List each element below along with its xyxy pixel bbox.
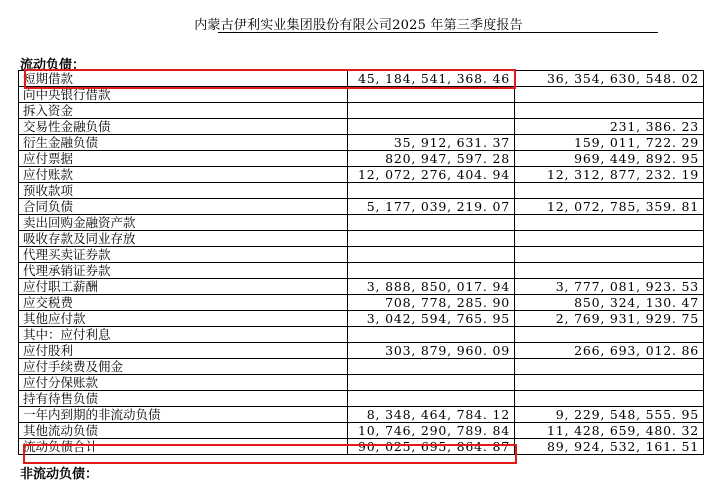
table-row: [19, 295, 704, 311]
current-period-value: [348, 359, 515, 375]
prior-period-value: 969, 449, 892. 95: [515, 151, 704, 167]
table-row: [19, 343, 704, 359]
row-label: 应付分保账款: [19, 375, 348, 391]
row-label: 其他流动负债: [19, 423, 348, 439]
current-period-value: 90, 025, 695, 864. 87: [348, 439, 515, 455]
table-row: [19, 439, 704, 455]
current-period-value: [348, 183, 515, 199]
prior-period-value: 2, 769, 931, 929. 75: [515, 311, 704, 327]
table-row: [19, 359, 704, 375]
prior-period-value: 9, 229, 548, 555. 95: [515, 407, 704, 423]
current-period-value: [348, 247, 515, 263]
prior-period-value: [515, 87, 704, 103]
current-period-value: 820, 947, 597. 28: [348, 151, 515, 167]
prior-period-value: [515, 247, 704, 263]
current-period-value: [348, 119, 515, 135]
row-label: 短期借款: [19, 71, 348, 87]
row-label: 应交税费: [19, 295, 348, 311]
report-title: 内蒙古伊利实业集团股份有限公司2025 年第三季度报告: [194, 18, 523, 33]
prior-period-value: 89, 924, 532, 161. 51: [515, 439, 704, 455]
prior-period-value: [515, 375, 704, 391]
row-label: 持有待售负债: [19, 391, 348, 407]
current-period-value: [348, 87, 515, 103]
table-row: [19, 119, 704, 135]
table-row: [19, 183, 704, 199]
table-row: [19, 215, 704, 231]
row-label: 向中央银行借款: [19, 87, 348, 103]
table-row: [19, 423, 704, 439]
table-row: [19, 407, 704, 423]
row-label: 代理承销证券款: [19, 263, 348, 279]
prior-period-value: 850, 324, 130. 47: [515, 295, 704, 311]
current-period-value: [348, 263, 515, 279]
prior-period-value: [515, 231, 704, 247]
table-body: [19, 71, 704, 455]
prior-period-value: 3, 777, 081, 923. 53: [515, 279, 704, 295]
liabilities-table: [18, 70, 704, 455]
current-period-value: [348, 231, 515, 247]
prior-period-value: [515, 103, 704, 119]
current-period-value: 45, 184, 541, 368. 46: [348, 71, 515, 87]
prior-period-value: 36, 354, 630, 548. 02: [515, 71, 704, 87]
table-row: [19, 231, 704, 247]
row-label: 应付职工薪酬: [19, 279, 348, 295]
row-label: 代理买卖证券款: [19, 247, 348, 263]
prior-period-value: 11, 428, 659, 480. 32: [515, 423, 704, 439]
table-row: [19, 87, 704, 103]
prior-period-value: [515, 359, 704, 375]
table-row: [19, 247, 704, 263]
current-period-value: 5, 177, 039, 219. 07: [348, 199, 515, 215]
prior-period-value: 159, 011, 722. 29: [515, 135, 704, 151]
table-row: [19, 263, 704, 279]
current-period-value: 12, 072, 276, 404. 94: [348, 167, 515, 183]
row-label: 流动负债合计: [19, 439, 348, 455]
current-period-value: 35, 912, 631. 37: [348, 135, 515, 151]
row-label: 拆入资金: [19, 103, 348, 119]
current-period-value: [348, 103, 515, 119]
row-label: 预收款项: [19, 183, 348, 199]
prior-period-value: [515, 263, 704, 279]
table-row: [19, 311, 704, 327]
table-row: [19, 199, 704, 215]
table-row: [19, 391, 704, 407]
table-row: [19, 279, 704, 295]
row-label: 合同负债: [19, 199, 348, 215]
row-label: 衍生金融负债: [19, 135, 348, 151]
prior-period-value: 266, 693, 012. 86: [515, 343, 704, 359]
current-period-value: [348, 391, 515, 407]
current-period-value: 708, 778, 285. 90: [348, 295, 515, 311]
section-title-current-liabilities: 流动负债：: [20, 58, 86, 73]
row-label: 一年内到期的非流动负债: [19, 407, 348, 423]
row-label: 其中：应付利息: [19, 327, 348, 343]
prior-period-value: 12, 312, 877, 232. 19: [515, 167, 704, 183]
current-period-value: [348, 375, 515, 391]
table-row: [19, 71, 704, 87]
section-title-non-current-liabilities: 非流动负债：: [20, 467, 99, 482]
table-row: [19, 327, 704, 343]
current-period-value: 10, 746, 290, 789. 84: [348, 423, 515, 439]
current-period-value: 3, 042, 594, 765. 95: [348, 311, 515, 327]
prior-period-value: [515, 327, 704, 343]
row-label: 应付股利: [19, 343, 348, 359]
prior-period-value: [515, 215, 704, 231]
current-period-value: 303, 879, 960. 09: [348, 343, 515, 359]
prior-period-value: [515, 391, 704, 407]
table-row: [19, 103, 704, 119]
row-label: 交易性金融负债: [19, 119, 348, 135]
header-rule: [218, 32, 658, 33]
table-row: [19, 151, 704, 167]
current-period-value: [348, 327, 515, 343]
row-label: 应付账款: [19, 167, 348, 183]
current-period-value: 3, 888, 850, 017. 94: [348, 279, 515, 295]
row-label: 卖出回购金融资产款: [19, 215, 348, 231]
row-label: 吸收存款及同业存放: [19, 231, 348, 247]
table-row: [19, 375, 704, 391]
table-row: [19, 167, 704, 183]
prior-period-value: 12, 072, 785, 359. 81: [515, 199, 704, 215]
prior-period-value: [515, 183, 704, 199]
prior-period-value: 231, 386. 23: [515, 119, 704, 135]
row-label: 应付票据: [19, 151, 348, 167]
row-label: 其他应付款: [19, 311, 348, 327]
current-period-value: [348, 215, 515, 231]
table-row: [19, 135, 704, 151]
current-period-value: 8, 348, 464, 784. 12: [348, 407, 515, 423]
row-label: 应付手续费及佣金: [19, 359, 348, 375]
